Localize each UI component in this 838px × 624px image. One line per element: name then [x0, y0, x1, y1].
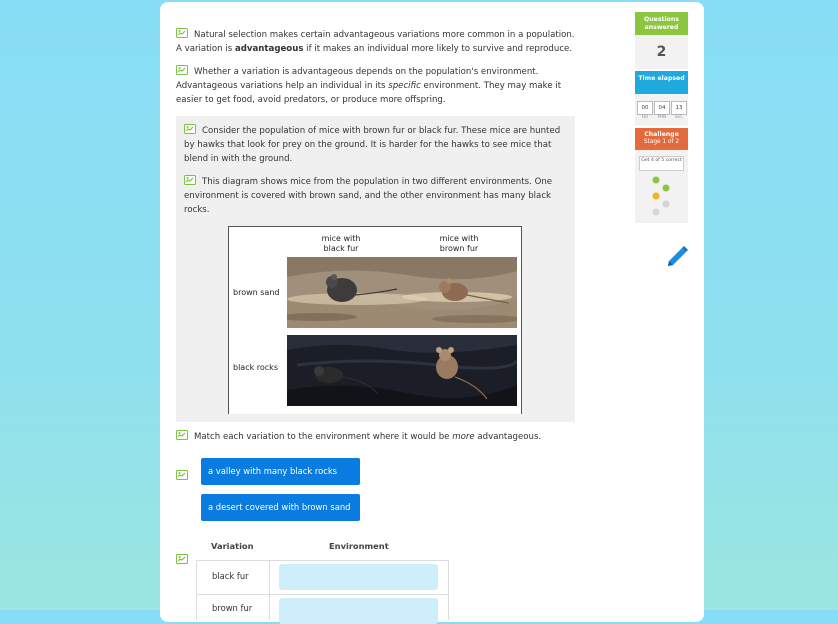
challenge-label: Challenge [644, 131, 679, 138]
speaker-icon[interactable] [176, 65, 188, 75]
timer-hours: 00 [637, 101, 653, 115]
intro-paragraph-2 [176, 65, 566, 108]
progress-dot-empty [663, 201, 670, 208]
speaker-icon[interactable] [176, 28, 188, 38]
p3-text: Consider the population of mice with brown fur or black fur. These mice are hunted by hawks that look for prey on the ground. It is harder for the hawks to see mice that blend in with the ground. [184, 126, 561, 165]
instruction-text-b: advantageous. [474, 432, 542, 442]
drop-target-brown-fur[interactable] [279, 598, 438, 624]
intro-paragraph-1 [176, 28, 576, 56]
challenge-stage: Stage 1 of 2 [643, 138, 680, 145]
col-label-black-fur: mice with black fur [321, 234, 361, 253]
black-rocks-photo [287, 335, 517, 406]
progress-dot-correct [653, 177, 660, 184]
timer-seconds: 13 [671, 101, 687, 115]
p2-text-a: Whether a variation is advantageous depends on the population's environment. Advantageous variations help an individual in its [176, 67, 539, 92]
row-label-black-rocks: black rocks [233, 363, 278, 372]
pencil-icon[interactable] [666, 244, 690, 268]
instruction-text-a: Match each variation to the environment where it would be [194, 432, 453, 442]
table-divider [269, 560, 270, 620]
table-row-divider [196, 594, 449, 595]
drop-target-black-fur[interactable] [279, 564, 438, 590]
header-environment: Environment [329, 541, 389, 551]
speaker-icon[interactable] [184, 175, 196, 185]
p2-text-b: environment. They may make it easier to get food, avoid predators, or produce more offspring. [176, 81, 562, 106]
speaker-icon[interactable] [184, 124, 196, 134]
p1-bold: advantageous [234, 44, 304, 55]
timer-sec-label: SEC [674, 115, 684, 120]
p1-text-b: if it makes an individual more likely to survive and reproduce. [303, 44, 573, 55]
row-label-brown-sand: brown sand [233, 288, 280, 297]
choice-brown-sand[interactable]: a desert covered with brown sand [201, 494, 360, 521]
row-brown-fur: brown fur [212, 603, 253, 613]
progress-text: Get 4 of 5 correct [639, 156, 684, 171]
speaker-icon[interactable] [176, 549, 188, 559]
timer-minutes: 04 [654, 101, 670, 115]
p2-italic: specific [388, 81, 421, 92]
instruction [176, 430, 576, 444]
challenge-box [635, 128, 688, 150]
questions-answered-label: Questions answered [635, 12, 688, 35]
speaker-icon[interactable] [176, 465, 188, 475]
progress-dot-empty [653, 209, 660, 216]
progress-dot-current [653, 193, 660, 200]
timer-min-label: MIN [657, 115, 667, 120]
p1-text-a: Natural selection makes certain advantageous variations more common in a population. A variation is [176, 30, 575, 55]
p4-text: This diagram shows mice from the population in two different environments. One environment is covered with brown sand, and the other environment has many black rocks. [184, 177, 553, 216]
questions-answered-value: 2 [635, 35, 688, 69]
progress-dot-correct [663, 185, 670, 192]
speaker-icon[interactable] [176, 430, 188, 440]
instruction-italic: more [452, 432, 475, 442]
timer-hr-label: HR [641, 115, 649, 120]
col-label-brown-fur: mice with brown fur [439, 234, 479, 253]
choice-black-rocks[interactable]: a valley with many black rocks [201, 458, 360, 485]
row-black-fur: black fur [212, 571, 249, 581]
scenario-paragraph-1 [184, 124, 564, 167]
progress-path-icon [648, 174, 674, 220]
scenario-paragraph-2 [184, 175, 564, 218]
header-variation: Variation [211, 541, 254, 551]
time-elapsed-label: Time elapsed [635, 71, 688, 94]
brown-sand-photo [287, 257, 517, 328]
